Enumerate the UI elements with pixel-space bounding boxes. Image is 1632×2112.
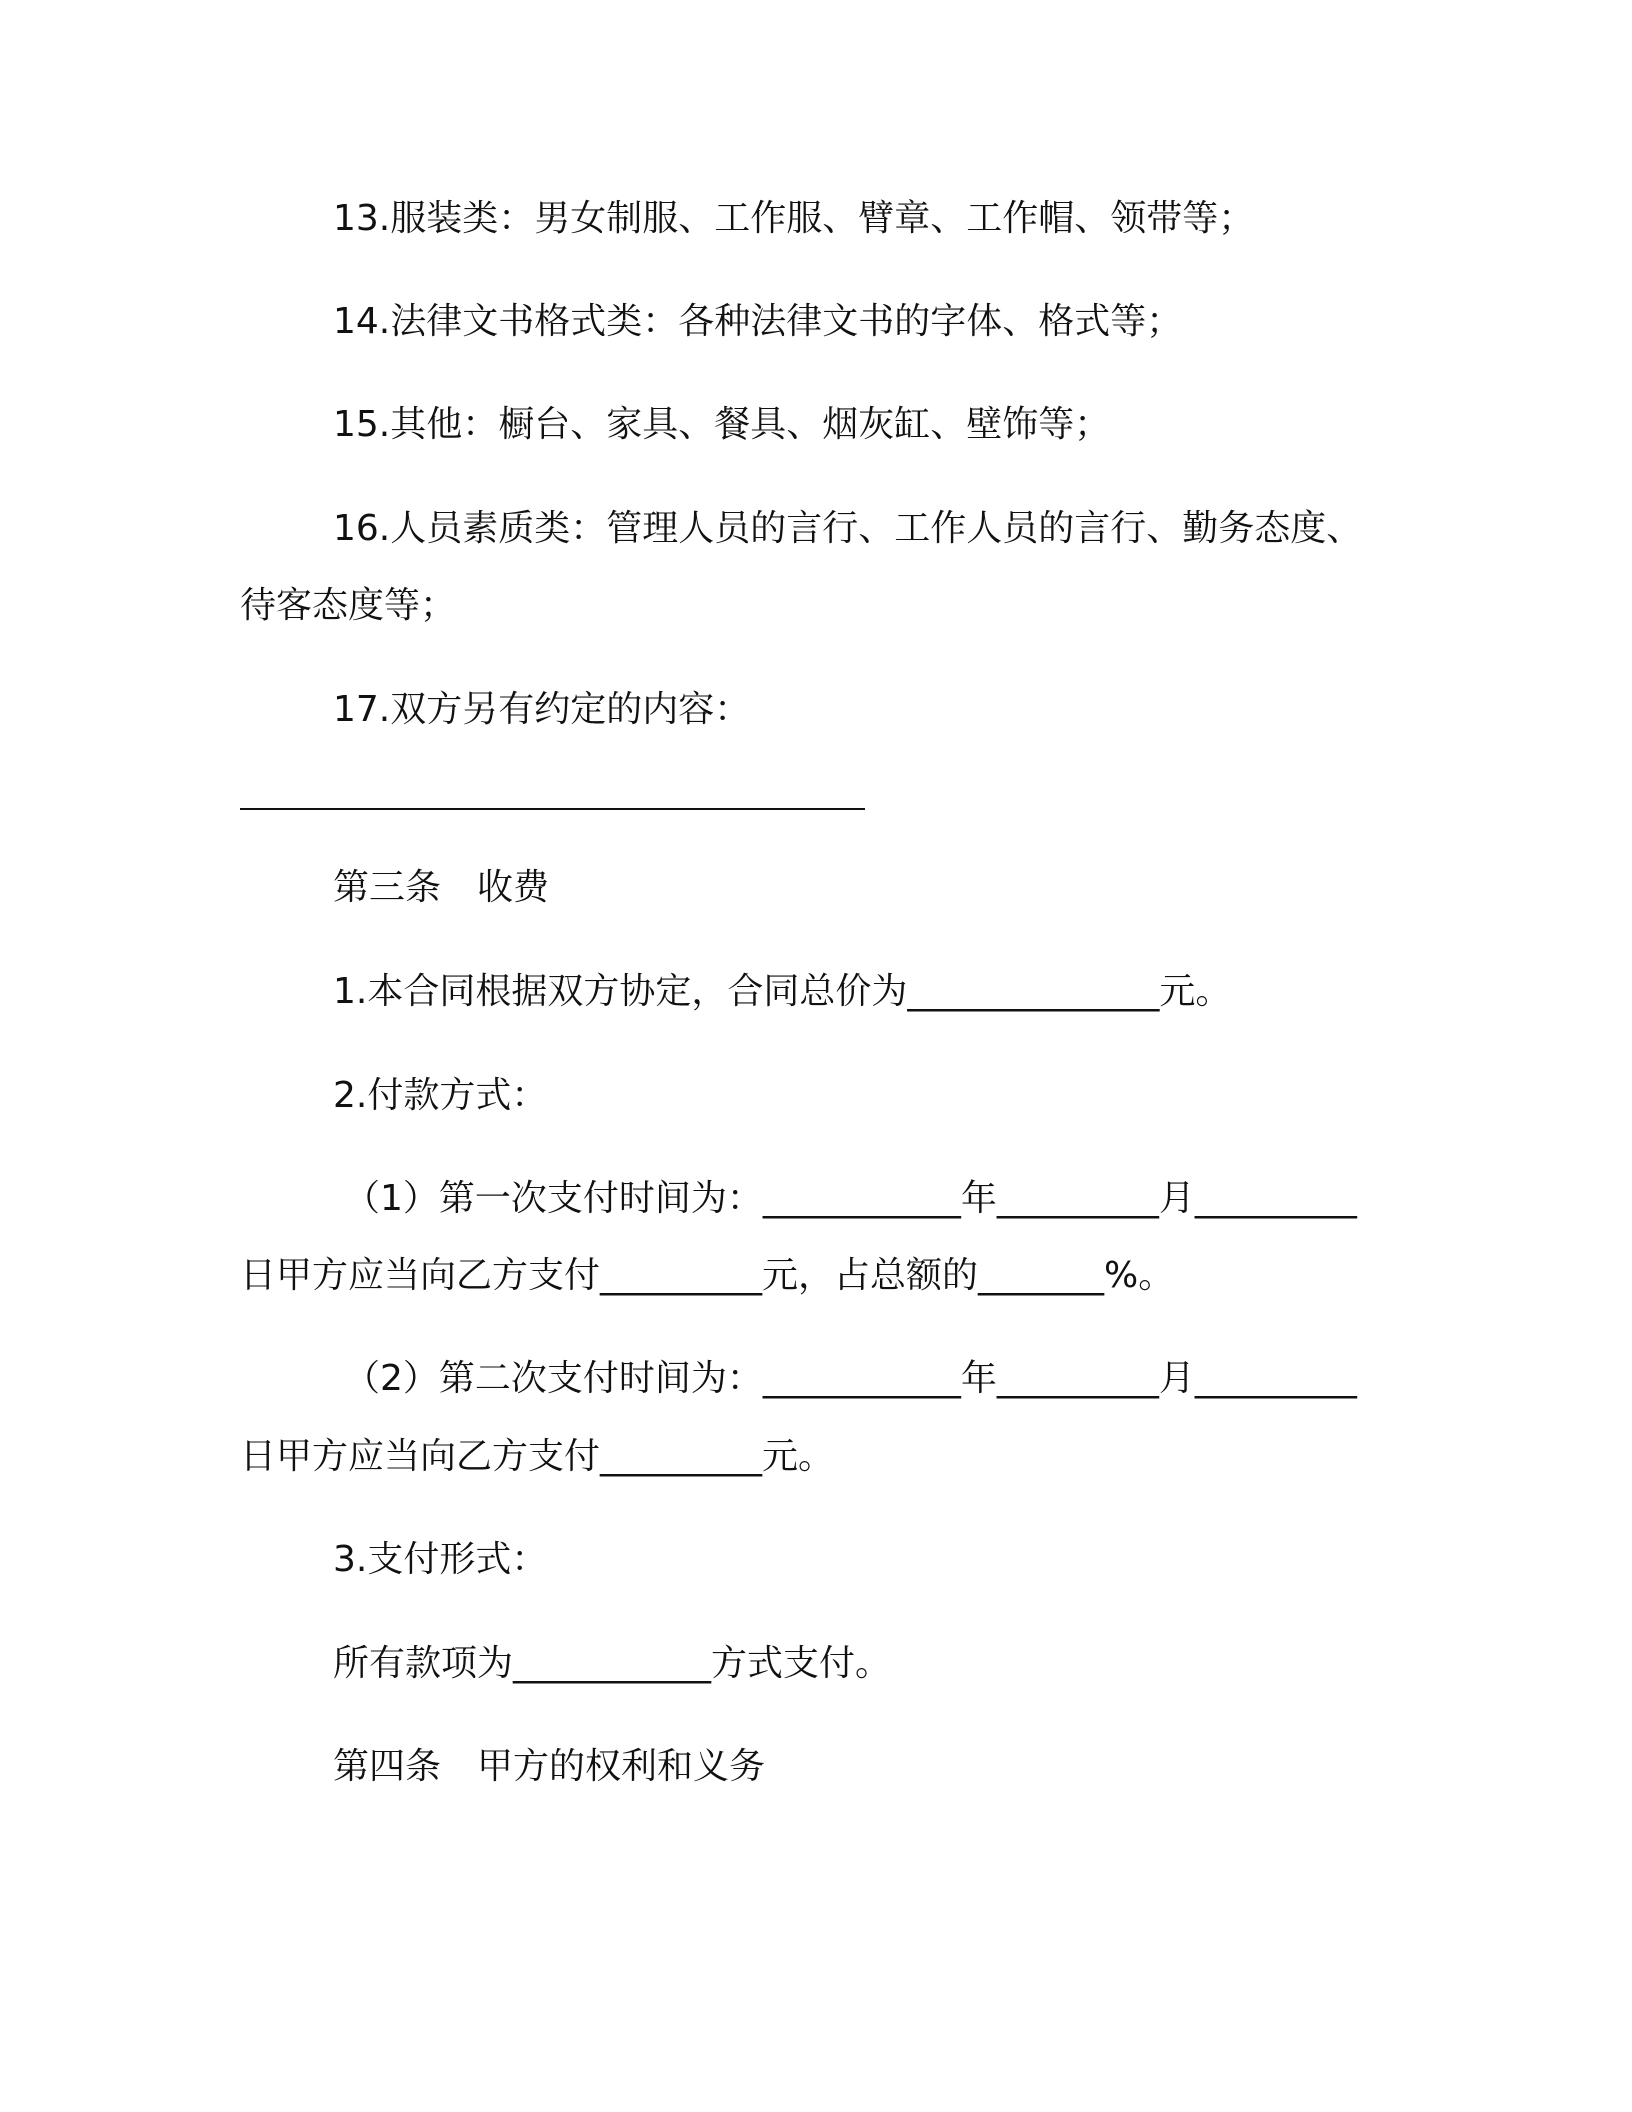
clause-item-16-line1: 16.人员素质类：管理人员的言行、工作人员的言行、勤务态度、 (333, 508, 1363, 549)
article-3-heading: 第三条 收费 (333, 867, 550, 908)
fee-clause-1: 1.本合同根据双方协定，合同总价为______________元。 (333, 971, 1232, 1012)
clause-item-14: 14.法律文书格式类：各种法律文书的字体、格式等； (333, 301, 1183, 342)
article-4-heading: 第四条 甲方的权利和义务 (333, 1746, 766, 1787)
clause-item-16-line2: 待客态度等； (240, 585, 457, 626)
payment-1-line2: 日甲方应当向乙方支付_________元，占总额的_______%。 (240, 1255, 1175, 1296)
blank-rule (240, 808, 865, 810)
payment-2-line2: 日甲方应当向乙方支付_________元。 (240, 1436, 835, 1477)
clause-item-15: 15.其他：橱台、家具、餐具、烟灰缸、壁饰等； (333, 404, 1111, 445)
payment-2-line1: （2）第二次支付时间为：___________年_________月_________ (344, 1358, 1357, 1399)
clause-item-13: 13.服装类：男女制服、工作服、臂章、工作帽、领带等； (333, 198, 1255, 239)
fee-clause-3: 3.支付形式： (333, 1539, 548, 1580)
fee-clause-2: 2.付款方式： (333, 1075, 548, 1116)
clause-item-17: 17.双方另有约定的内容： (333, 689, 751, 730)
payment-1-line1: （1）第一次支付时间为：___________年_________月_________ (344, 1178, 1357, 1219)
payment-method: 所有款项为___________方式支付。 (333, 1643, 892, 1684)
